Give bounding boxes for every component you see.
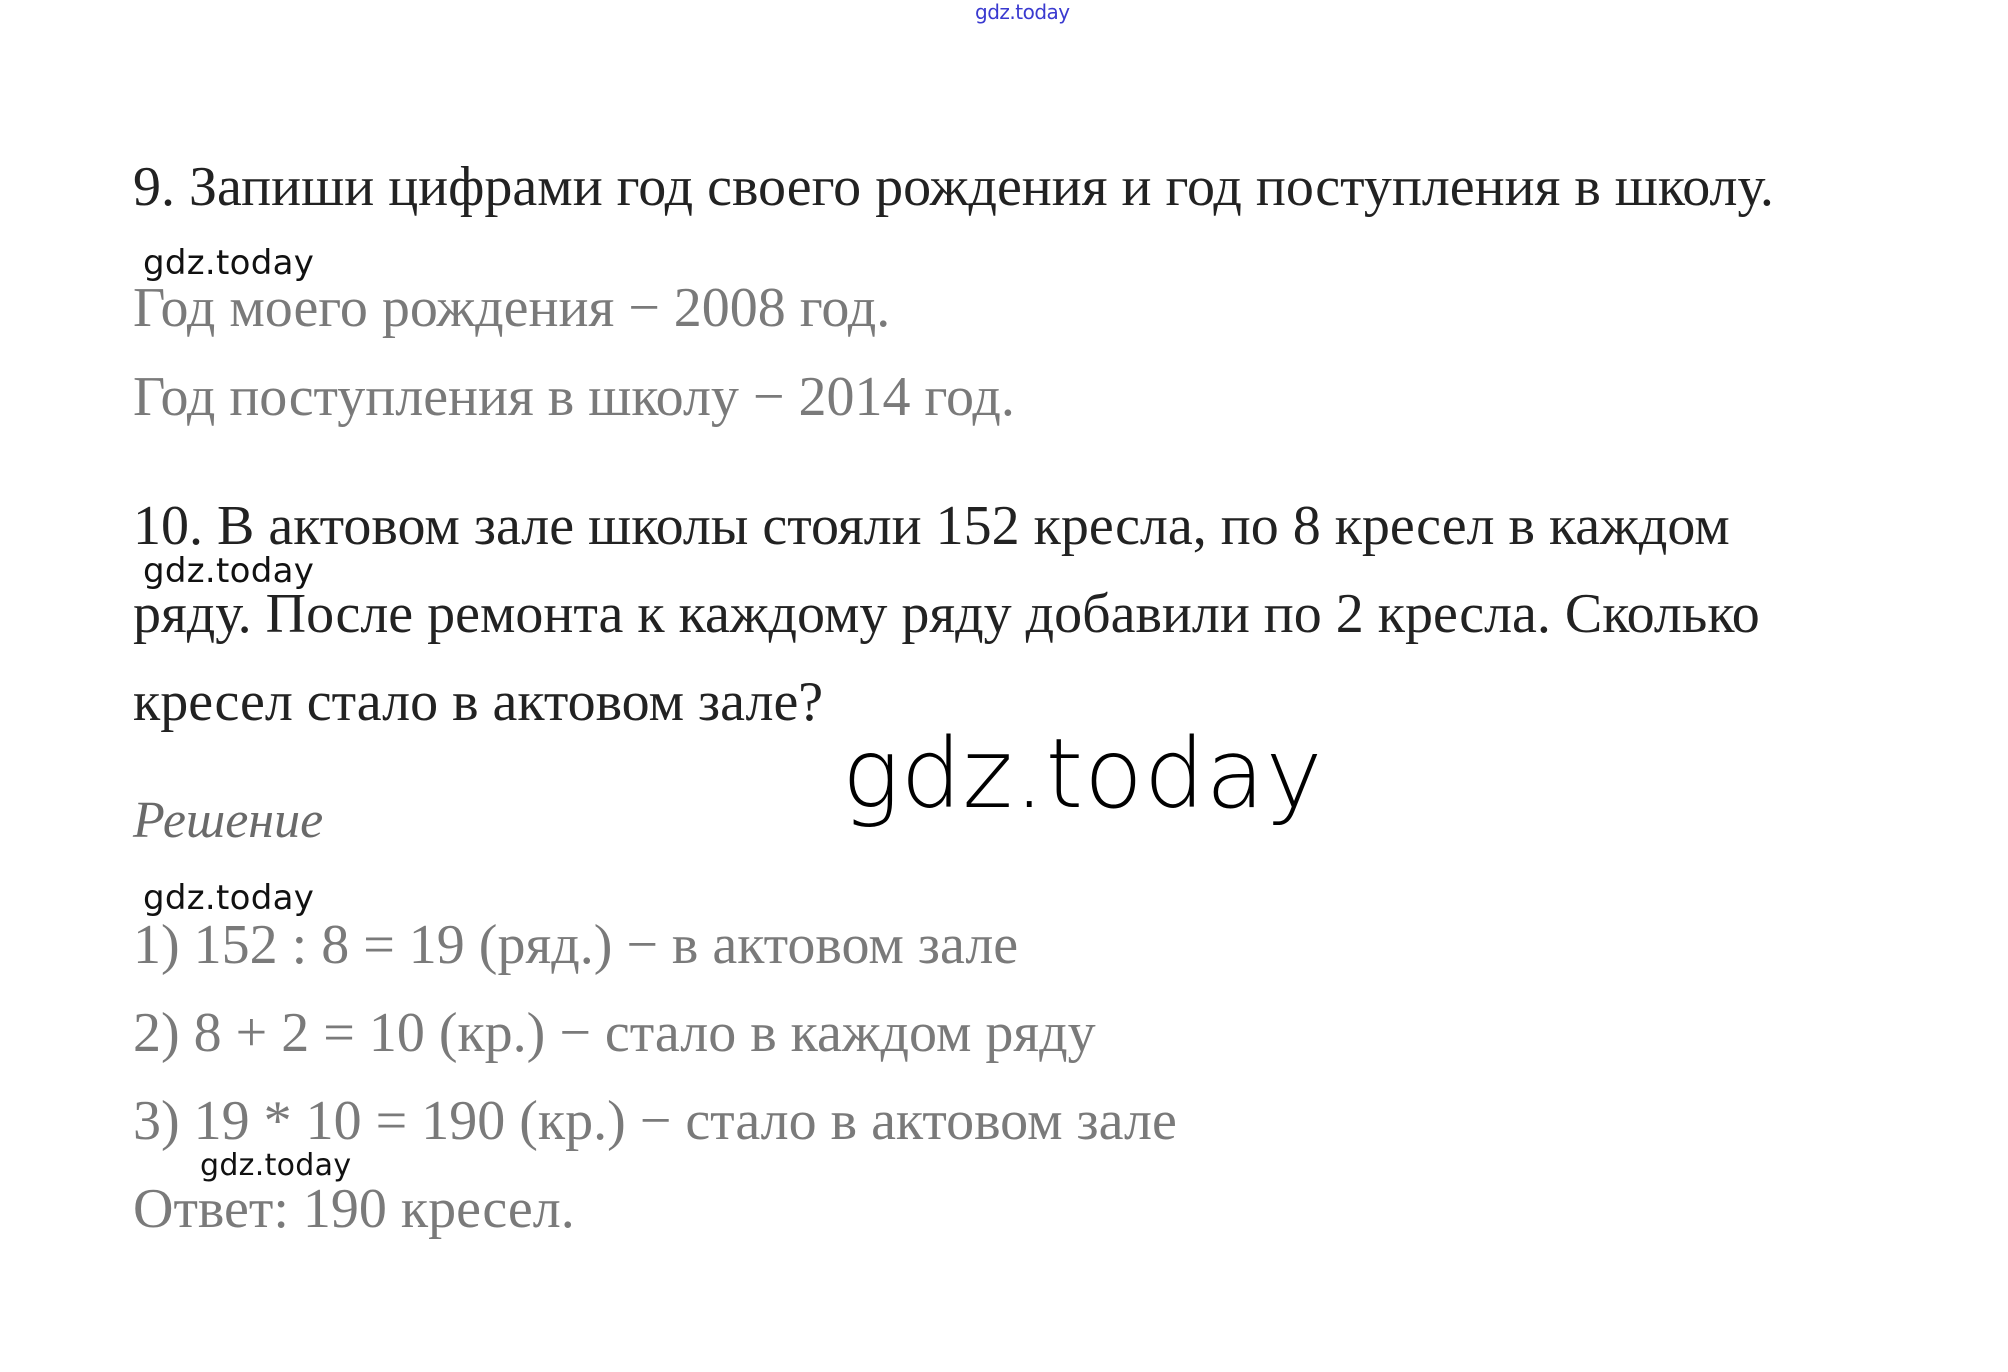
task9-question: 9. Запиши цифрами год своего рождения и год поступления в школу. xyxy=(133,156,1774,218)
solution-step-2: 2) 8 + 2 = 10 (кр.) − стало в каждом ряду xyxy=(133,1002,1096,1064)
watermark-small: gdz.today xyxy=(143,878,315,918)
solution-step-3: 3) 19 * 10 = 190 (кр.) − стало в актовом зале xyxy=(133,1090,1177,1152)
solution-step-1: 1) 152 : 8 = 19 (ряд.) − в актовом зале xyxy=(133,914,1019,976)
watermark-small: gdz.today xyxy=(143,551,315,591)
watermark-small: gdz.today xyxy=(143,243,315,283)
watermark-big: gdz.today xyxy=(842,718,1324,830)
task10-question-line1: 10. В актовом зале школы стояли 152 кресла, по 8 кресел в каждом xyxy=(133,495,1730,557)
task10-question-line2: ряду. После ремонта к каждому ряду добавили по 2 кресла. Сколько xyxy=(133,583,1760,645)
final-answer: Ответ: 190 кресел. xyxy=(133,1178,575,1240)
task10-question-line3: кресел стало в актовом зале? xyxy=(133,671,824,733)
solution-heading: Решение xyxy=(133,792,324,849)
watermark-small: gdz.today xyxy=(200,1148,352,1183)
task9-answer-birth: Год моего рождения − 2008 год. xyxy=(133,277,891,339)
task9-answer-school: Год поступления в школу − 2014 год. xyxy=(133,366,1015,428)
watermark-top: gdz.today xyxy=(975,0,1070,24)
